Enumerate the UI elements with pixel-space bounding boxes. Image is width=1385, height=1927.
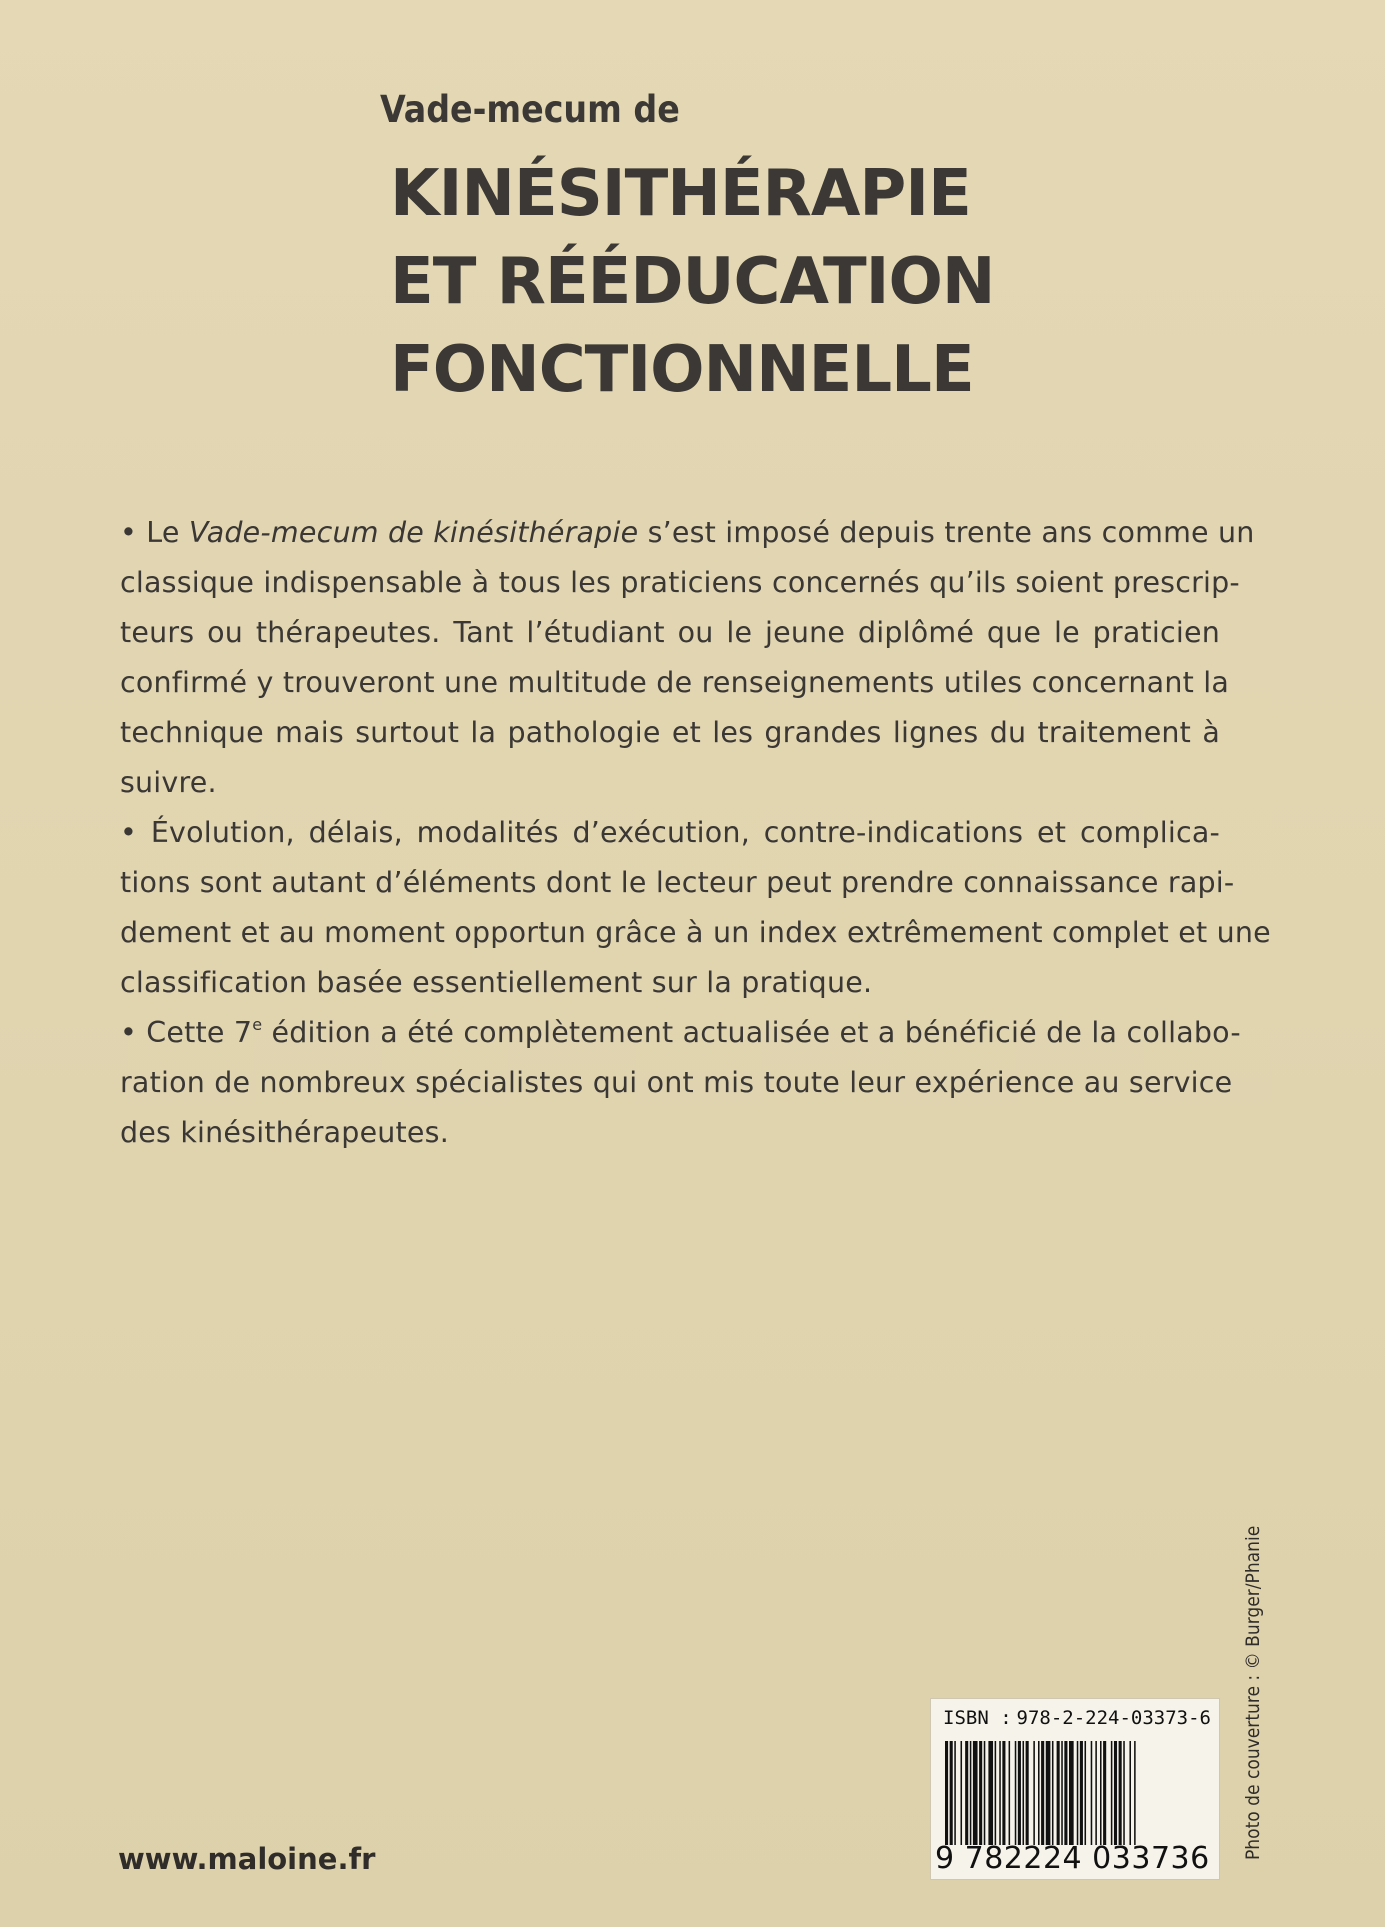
bullet-lead: • Cette 7 [120, 1016, 253, 1049]
publisher-website: www.maloine.fr [118, 1842, 376, 1876]
isbn-number: 978-2-224-03373-6 [1016, 1707, 1211, 1729]
paragraph-2-line-1: • Évolution, délais, modalités d’exécution, contre-indications et complica- [120, 816, 1220, 849]
paragraph-1-line-3: teurs ou thérapeutes. Tant l’étudiant ou le jeune diplômé que le praticien [120, 616, 1220, 649]
paragraph-1-line-4: confirmé y trouveront une multitude de renseignements utiles concernant la [120, 666, 1230, 699]
paragraph-1-line-5: technique mais surtout la pathologie et les grandes lignes du traitement à [120, 716, 1220, 749]
blurb-text [120, 508, 1271, 1158]
barcode-digits: 9 782224 033736 [935, 1841, 1210, 1876]
book-title-italic: Vade-mecum de kinésithérapie [188, 516, 639, 549]
title-line-2: ET RÉÉDUCATION [390, 245, 995, 319]
cover-subtitle: Vade-mecum de [380, 88, 680, 131]
barcode-icon [945, 1741, 1207, 1845]
bullet-lead: • Le [120, 516, 189, 549]
isbn-barcode-label [930, 1698, 1220, 1880]
paragraph-3-first-rest: édition a été complètement actualisée et a bénéficié de la collabo- [262, 1016, 1241, 1049]
paragraph-1-first-rest: s’est imposé depuis trente ans comme un [638, 516, 1255, 549]
paragraph-2-line-2: tions sont autant d’éléments dont le lecteur peut prendre connaissance rapi- [120, 866, 1235, 899]
title-line-3: FONCTIONNELLE [390, 333, 974, 407]
paragraph-3-line-2: ration de nombreux spécialistes qui ont mis toute leur expérience au service [120, 1066, 1233, 1099]
isbn-line [943, 1707, 1211, 1729]
photo-credit: Photo de couverture : © Burger/Phanie [1242, 1525, 1264, 1860]
isbn-label: ISBN : [943, 1707, 1012, 1729]
paragraph-2-line-4: classification basée essentiellement sur la pratique. [120, 966, 873, 999]
paragraph-3-line-1 [120, 1008, 1241, 1058]
paragraph-1-line-1 [120, 508, 1255, 558]
paragraph-1-line-6: suivre. [120, 766, 217, 799]
paragraph-1-line-2: classique indispensable à tous les praticiens concernés qu’ils soient prescrip- [120, 566, 1240, 599]
paragraph-2-line-3: dement et au moment opportun grâce à un index extrêmement complet et une [120, 916, 1271, 949]
paragraph-3-line-3: des kinésithérapeutes. [120, 1116, 449, 1149]
title-line-1: KINÉSITHÉRAPIE [390, 157, 971, 231]
edition-superscript: e [252, 1015, 263, 1034]
cover-title [390, 150, 1190, 414]
